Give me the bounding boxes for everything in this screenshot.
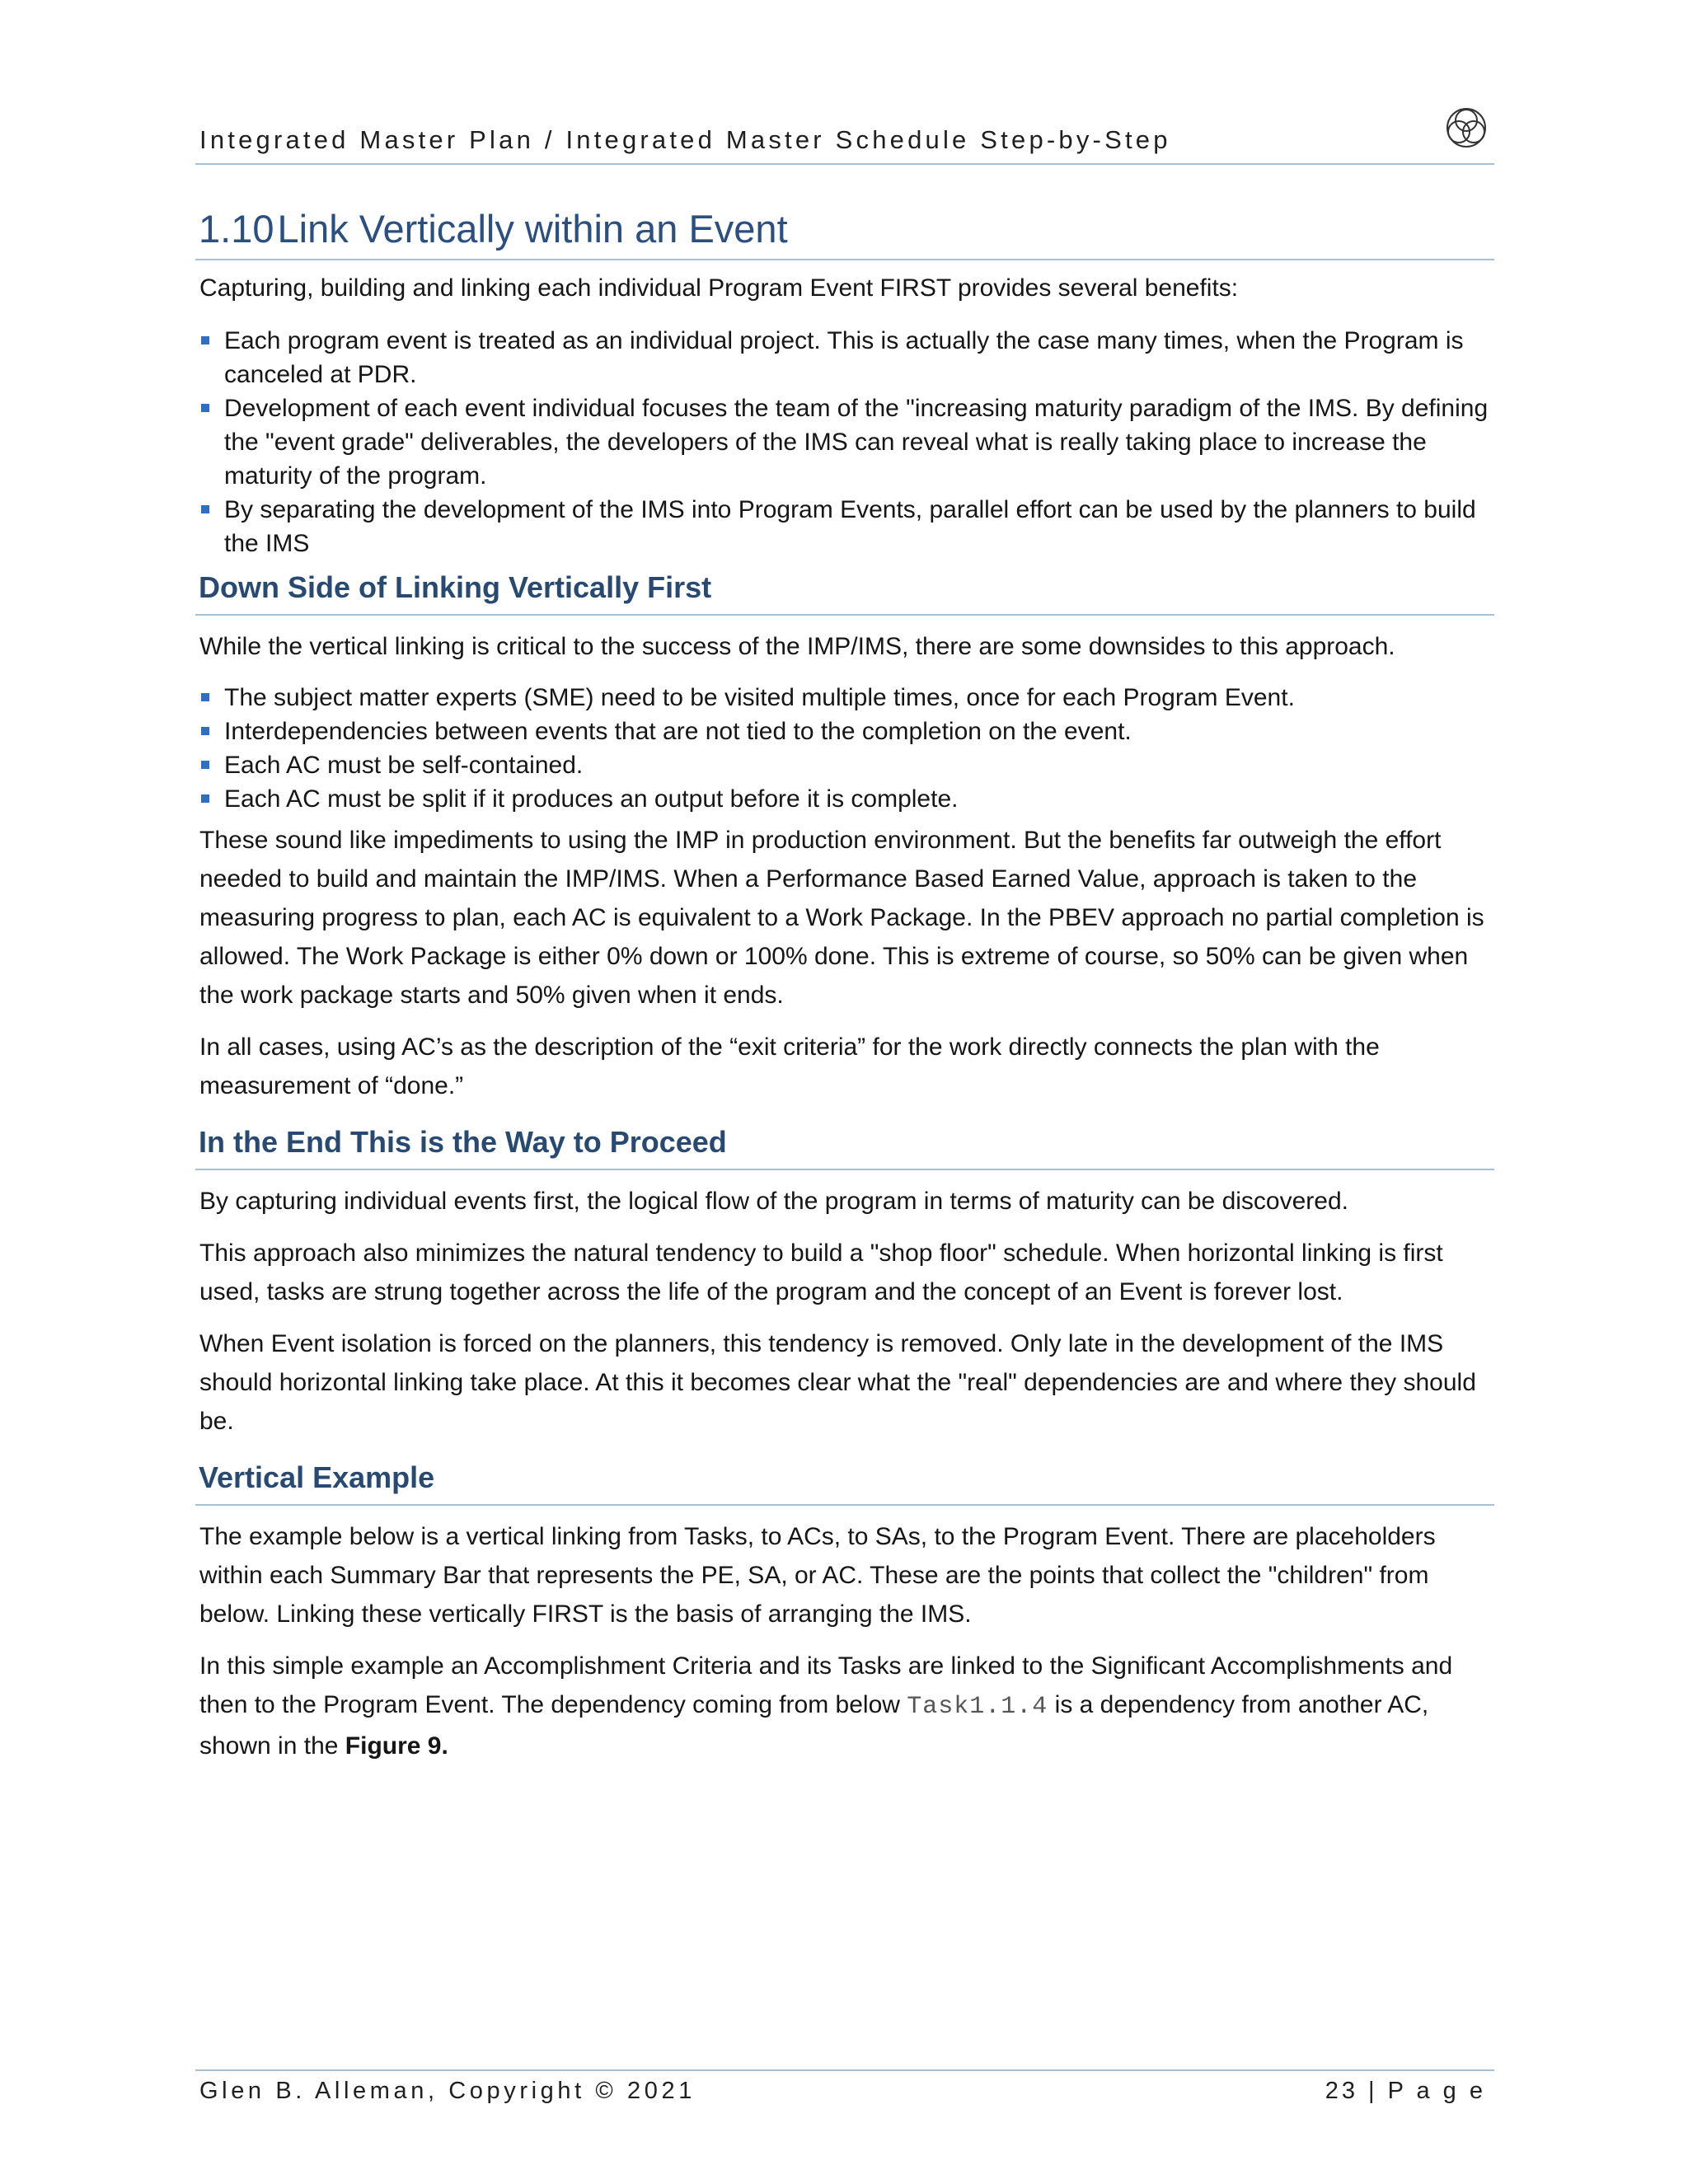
bullet-square-icon [201,693,209,701]
end-heading: In the End This is the Way to Proceed [195,1123,1494,1170]
section-intro: Capturing, building and linking each individual Program Event FIRST provides several benefits: [199,274,1239,302]
section-title-text: Link Vertically within an Event [277,207,788,251]
document-title: Integrated Master Plan / Integrated Master Schedule Step-by-Step [199,125,1171,154]
downside-paragraph-1: These sound like impediments to using the IMP in production environment. But the benefits far outweigh the effort needed to build and maintain the IMP/IMS. When a Performance Based Earned Value, approach is taken to the measuring progress to plan, each AC is equivalent to a Work Package. In the PBEV approach no partial completion is allowed. The Work Package is either 0% down or 100% done. This is extreme of course, so 50% can be given when the work package starts and 50% given when it ends. [199,827,1484,1010]
list-item: Development of each event individual focuses the team of the "increasing maturity paradigm of the IMS. By defining the "event grade" deliverables, the developers of the IMS can reveal what is really taking place to increase the maturity of the program. [199,391,1494,493]
bullet-square-icon [201,336,209,344]
bullet-square-icon [201,794,209,803]
task-code: Task1.1.4 [907,1692,1048,1721]
downside-paragraph-2: In all cases, using AC’s as the description of the “exit criteria” for the work directly connects the plan with the measurement of “done.” [199,1033,1380,1100]
page-number: 23 | P a g e [1325,2078,1486,2104]
list-item: The subject matter experts (SME) need to be visited multiple times, once for each Program Event. [199,681,1494,715]
list-item: Each program event is treated as an individual project. This is actually the case many times, when the Program is canceled at PDR. [199,324,1494,391]
downside-intro: While the vertical linking is critical to the success of the IMP/IMS, there are some downsides to this approach. [199,633,1395,661]
page-footer [195,2069,1494,2112]
bullet-square-icon [201,761,209,769]
bullet-square-icon [201,727,209,735]
end-paragraph-3: When Event isolation is forced on the planners, this tendency is removed. Only late in the development of the IMS should horizontal linking take place. At this it becomes clear what the "real" dependencies are and where they should be. [199,1329,1476,1435]
interlocking-rings-logo-icon [1445,105,1488,148]
benefits-list [195,324,1494,560]
figure-reference: Figure 9. [345,1732,448,1760]
vertical-example-heading: Vertical Example [195,1459,1494,1506]
vertical-paragraph-1: The example below is a vertical linking from Tasks, to ACs, to SAs, to the Program Event. There are placeholders within each Summary Bar that represents the PE, SA, or AC. These are the points that collect the "children" from below. Linking these vertically FIRST is the basis of arranging the IMS. [199,1522,1436,1628]
downside-heading: Down Side of Linking Vertically First [195,569,1494,616]
footer-copyright: Glen B. Alleman, Copyright © 2021 [199,2078,696,2104]
end-paragraph-2: This approach also minimizes the natural tendency to build a "shop floor" schedule. When horizontal linking is first used, tasks are strung together across the life of the program and the concept of an Event is forever lost. [199,1239,1443,1305]
bullet-square-icon [201,505,209,513]
page-body [195,206,1494,1765]
list-item: By separating the development of the IMS into Program Events, parallel effort can be used by the planners to build the IMS [199,493,1494,560]
end-paragraph-1: By capturing individual events first, the logical flow of the program in terms of maturity can be discovered. [199,1187,1348,1215]
section-number: 1.10 [199,207,274,251]
list-item: Interdependencies between events that are not tied to the completion on the event. [199,715,1494,748]
downside-list [195,681,1494,816]
list-item: Each AC must be split if it produces an output before it is complete. [199,782,1494,816]
page-header [195,115,1494,165]
bullet-square-icon [201,404,209,412]
vertical-paragraph-2: In this simple example an Accomplishment Criteria and its Tasks are linked to the Significant Accomplishments and then to the Program Event. The dependency coming from below Task1.1.4 is a dependency from another AC, shown in the Figure 9. [199,1652,1453,1760]
list-item: Each AC must be self-contained. [199,748,1494,782]
section-title [195,206,1494,260]
